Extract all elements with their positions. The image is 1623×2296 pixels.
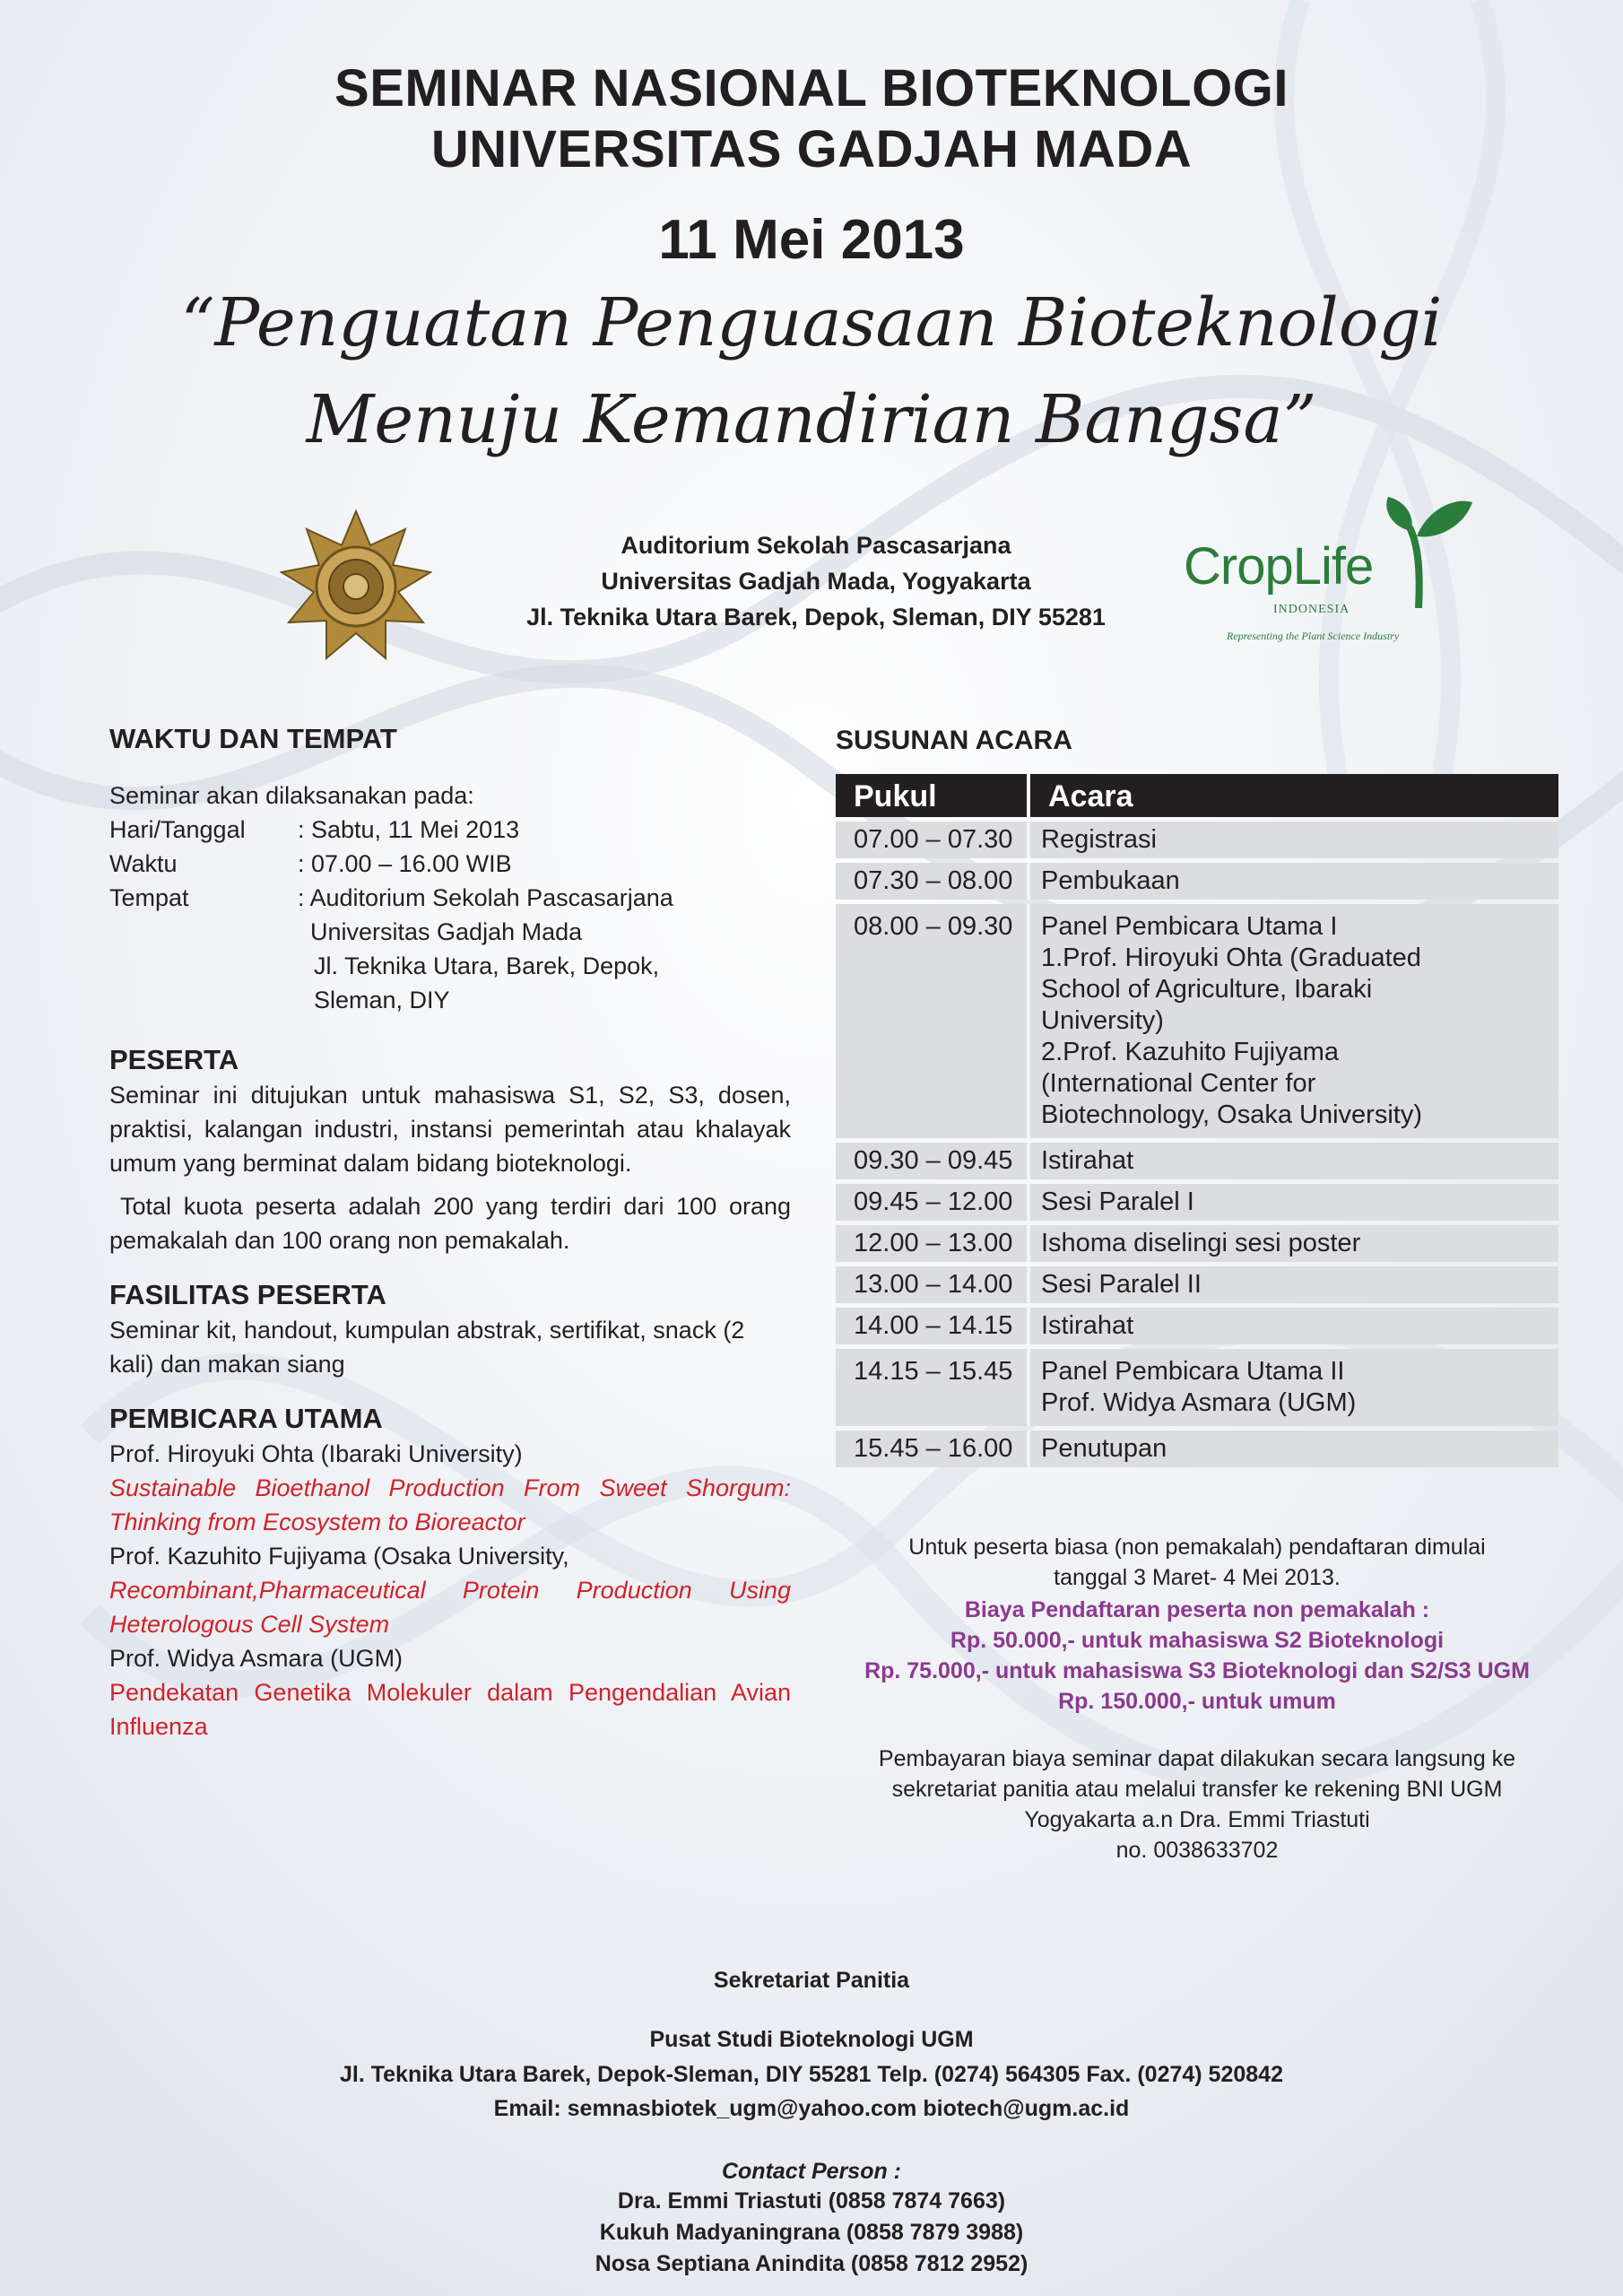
schedule-event-line: School of Agriculture, Ibaraki [1041, 975, 1373, 1004]
waktu-grid [109, 813, 791, 1017]
schedule-event-line: Pembukaan [1041, 866, 1180, 895]
col-time-header: Pukul [836, 774, 1027, 817]
title-line-1: SEMINAR NASIONAL BIOTEKNOLOGI [334, 59, 1289, 117]
schedule-event-line: Panel Pembicara Utama I [1041, 912, 1338, 941]
schedule-event-line: Istirahat [1041, 1146, 1134, 1175]
schedule-time: 07.30 – 08.00 [836, 863, 1027, 900]
sponsor-country: INDONESIA [1273, 603, 1350, 616]
speaker-name: Prof. Widya Asmara (UGM) [109, 1645, 404, 1672]
ugm-seal-icon [280, 509, 432, 662]
title-line-2: UNIVERSITAS GADJAH MADA [430, 120, 1193, 178]
fee-item: Rp. 150.000,- untuk umum [1058, 1689, 1336, 1714]
tempat-line: Jl. Teknika Utara, Barek, Depok, [314, 952, 660, 979]
schedule-event-line: (International Center for [1041, 1069, 1316, 1098]
speaker-topic: Sustainable Bioethanol Production From Sweet Shorgum: Thinking from Ecosystem to Bioreactor [109, 1474, 791, 1535]
schedule-time: 14.15 – 15.45 [836, 1349, 1027, 1426]
payment-line: no. 0038633702 [1115, 1838, 1279, 1863]
schedule-event-line: Panel Pembicara Utama II [1041, 1357, 1345, 1386]
payment-line: sekretariat panitia atau melalui transfer ke rekening BNI UGM [891, 1777, 1503, 1802]
seminar-theme [0, 274, 1623, 468]
schedule-event [1027, 822, 1558, 858]
fee-heading: Biaya Pendaftaran peserta non pemakalah : [964, 1597, 1430, 1622]
schedule-event-line: Biotechnology, Osaka University) [1041, 1100, 1422, 1129]
peserta-paragraph-2: Total kuota peserta adalah 200 yang terdiri dari 100 orang pemakalah dan 100 orang non pemakalah. [109, 1193, 791, 1254]
schedule-event-line: University) [1041, 1006, 1164, 1035]
waktu-label: Waktu [109, 850, 178, 877]
schedule-time: 15.45 – 16.00 [836, 1431, 1027, 1467]
schedule-event [1027, 1184, 1558, 1221]
payment-line: Yogyakarta a.n Dra. Emmi Triastuti [1024, 1807, 1370, 1832]
schedule-event-line: Istirahat [1041, 1311, 1134, 1340]
schedule-row [836, 863, 1558, 900]
schedule-event [1027, 1225, 1558, 1262]
schedule-row [836, 822, 1558, 858]
footer-email: Email: semnasbiotek_ugm@yahoo.com biotech@ugm.ac.id [493, 2096, 1130, 2121]
col-event-header: Acara [1027, 774, 1558, 817]
speaker-name: Prof. Hiroyuki Ohta (Ibaraki University) [109, 1440, 523, 1467]
waktu-label: Hari/Tanggal [109, 816, 246, 843]
peserta-heading: PESERTA [109, 1044, 239, 1075]
schedule-row [836, 1308, 1558, 1344]
fee-item: Rp. 50.000,- untuk mahasiswa S2 Bioteknologi [950, 1628, 1445, 1653]
speaker-name: Prof. Kazuhito Fujiyama (Osaka University, [109, 1543, 569, 1570]
fee-item: Rp. 75.000,- untuk mahasiswa S3 Bioteknologi dan S2/S3 UGM [864, 1658, 1530, 1683]
sprout-icon [1383, 491, 1472, 608]
schedule-body [836, 822, 1558, 1467]
contact-person: Kukuh Madyaningrana (0858 7879 3988) [599, 2220, 1024, 2245]
speaker-topic: Recombinant,Pharmaceutical Protein Production Using Heterologous Cell System [109, 1577, 791, 1638]
footer-address: Jl. Teknika Utara Barek, Depok-Sleman, DIY 55281 Telp. (0274) 564305 Fax. (0274) 520842 [340, 2062, 1283, 2087]
schedule-event-line: Sesi Paralel I [1041, 1187, 1194, 1216]
venue-line-2: Universitas Gadjah Mada, Yogyakarta [601, 568, 1031, 595]
footer-sekretariat: Sekretariat Panitia [713, 1968, 910, 1993]
sponsor-name: CropLife [1184, 537, 1374, 596]
schedule-event [1027, 1349, 1558, 1426]
peserta-paragraph-1: Seminar ini ditujukan untuk mahasiswa S1, S2, S3, dosen, praktisi, kalangan industri, instansi pemerintah atau khalayak umum yang berminat dalam bidang bioteknologi. [109, 1082, 791, 1177]
schedule-time: 08.00 – 09.30 [836, 904, 1027, 1138]
speaker-topic: Pendekatan Genetika Molekuler dalam Pengendalian Avian Influenza [109, 1679, 791, 1740]
schedule-event [1027, 863, 1558, 900]
schedule-time: 09.45 – 12.00 [836, 1184, 1027, 1221]
schedule-event-line: Ishoma diselingi sesi poster [1041, 1229, 1361, 1257]
schedule-time: 12.00 – 13.00 [836, 1225, 1027, 1262]
venue-line-1: Auditorium Sekolah Pascasarjana [621, 532, 1011, 559]
schedule-event [1027, 1266, 1558, 1303]
schedule-row [836, 1143, 1558, 1179]
schedule-event [1027, 1143, 1558, 1179]
schedule-event [1027, 1308, 1558, 1344]
theme-line-1: “Penguatan Penguasaan Bioteknologi [180, 284, 1443, 361]
theme-line-2: Menuju Kemandirian Bangsa” [306, 381, 1317, 458]
tempat-line: Universitas Gadjah Mada [310, 918, 583, 945]
schedule-event-line: 1.Prof. Hiroyuki Ohta (Graduated [1041, 944, 1421, 972]
tempat-line: Sleman, DIY [314, 987, 450, 1013]
venue-line-3: Jl. Teknika Utara Barek, Depok, Sleman, DIY 55281 [526, 604, 1106, 631]
schedule-event [1027, 1431, 1558, 1467]
schedule-row [836, 1266, 1558, 1303]
waktu-value: : 07.00 – 16.00 WIB [298, 850, 512, 877]
schedule-time: 09.30 – 09.45 [836, 1143, 1027, 1179]
venue-block [448, 527, 1184, 635]
schedule-row [836, 904, 1558, 1138]
left-column [109, 721, 791, 1744]
payment-line: Pembayaran biaya seminar dapat dilakukan secara langsung ke [878, 1746, 1516, 1771]
schedule-table [836, 770, 1558, 1472]
waktu-label: Tempat [109, 884, 189, 911]
schedule-event-line: 2.Prof. Kazuhito Fujiyama [1041, 1038, 1340, 1066]
schedule-event-line: Sesi Paralel II [1041, 1270, 1202, 1299]
schedule-section [836, 723, 1558, 1472]
registration-info [836, 1532, 1558, 1866]
schedule-heading: SUSUNAN ACARA [836, 726, 1072, 755]
fasilitas-heading: FASILITAS PESERTA [109, 1279, 386, 1310]
schedule-row [836, 1184, 1558, 1221]
schedule-row [836, 1349, 1558, 1426]
croplife-logo [1184, 491, 1471, 653]
schedule-event [1027, 904, 1558, 1138]
schedule-event-line: Prof. Widya Asmara (UGM) [1041, 1388, 1357, 1417]
pembicara-heading: PEMBICARA UTAMA [109, 1403, 383, 1434]
waktu-value: : Sabtu, 11 Mei 2013 [298, 816, 520, 843]
schedule-time: 14.00 – 14.15 [836, 1308, 1027, 1344]
contact-person: Dra. Emmi Triastuti (0858 7874 7663) [617, 2188, 1006, 2213]
schedule-event-line: Registrasi [1041, 825, 1157, 854]
schedule-row [836, 1225, 1558, 1262]
sponsor-tagline: Representing the Plant Science Industry [1227, 630, 1400, 642]
contact-heading: Contact Person : [721, 2159, 902, 2184]
footer-org: Pusat Studi Bioteknologi UGM [649, 2027, 974, 2052]
schedule-row [836, 1431, 1558, 1467]
schedule-time: 07.00 – 07.30 [836, 822, 1027, 858]
schedule-header-row [836, 774, 1558, 817]
waktu-heading: WAKTU DAN TEMPAT [109, 723, 397, 754]
waktu-value: : Auditorium Sekolah Pascasarjana [298, 884, 673, 911]
fasilitas-text: Seminar kit, handout, kumpulan abstrak, sertifikat, snack (2 kali) dan makan siang [109, 1317, 745, 1378]
schedule-event-line: Penutupan [1041, 1434, 1167, 1463]
registration-line: tanggal 3 Maret- 4 Mei 2013. [1054, 1565, 1341, 1590]
registration-line: Untuk peserta biasa (non pemakalah) pendaftaran dimulai [908, 1535, 1486, 1560]
event-date: 11 Mei 2013 [658, 209, 965, 271]
waktu-intro: Seminar akan dilaksanakan pada: [109, 782, 474, 809]
schedule-time: 13.00 – 14.00 [836, 1266, 1027, 1303]
contact-person: Nosa Septiana Anindita (0858 7812 2952) [595, 2251, 1028, 2276]
